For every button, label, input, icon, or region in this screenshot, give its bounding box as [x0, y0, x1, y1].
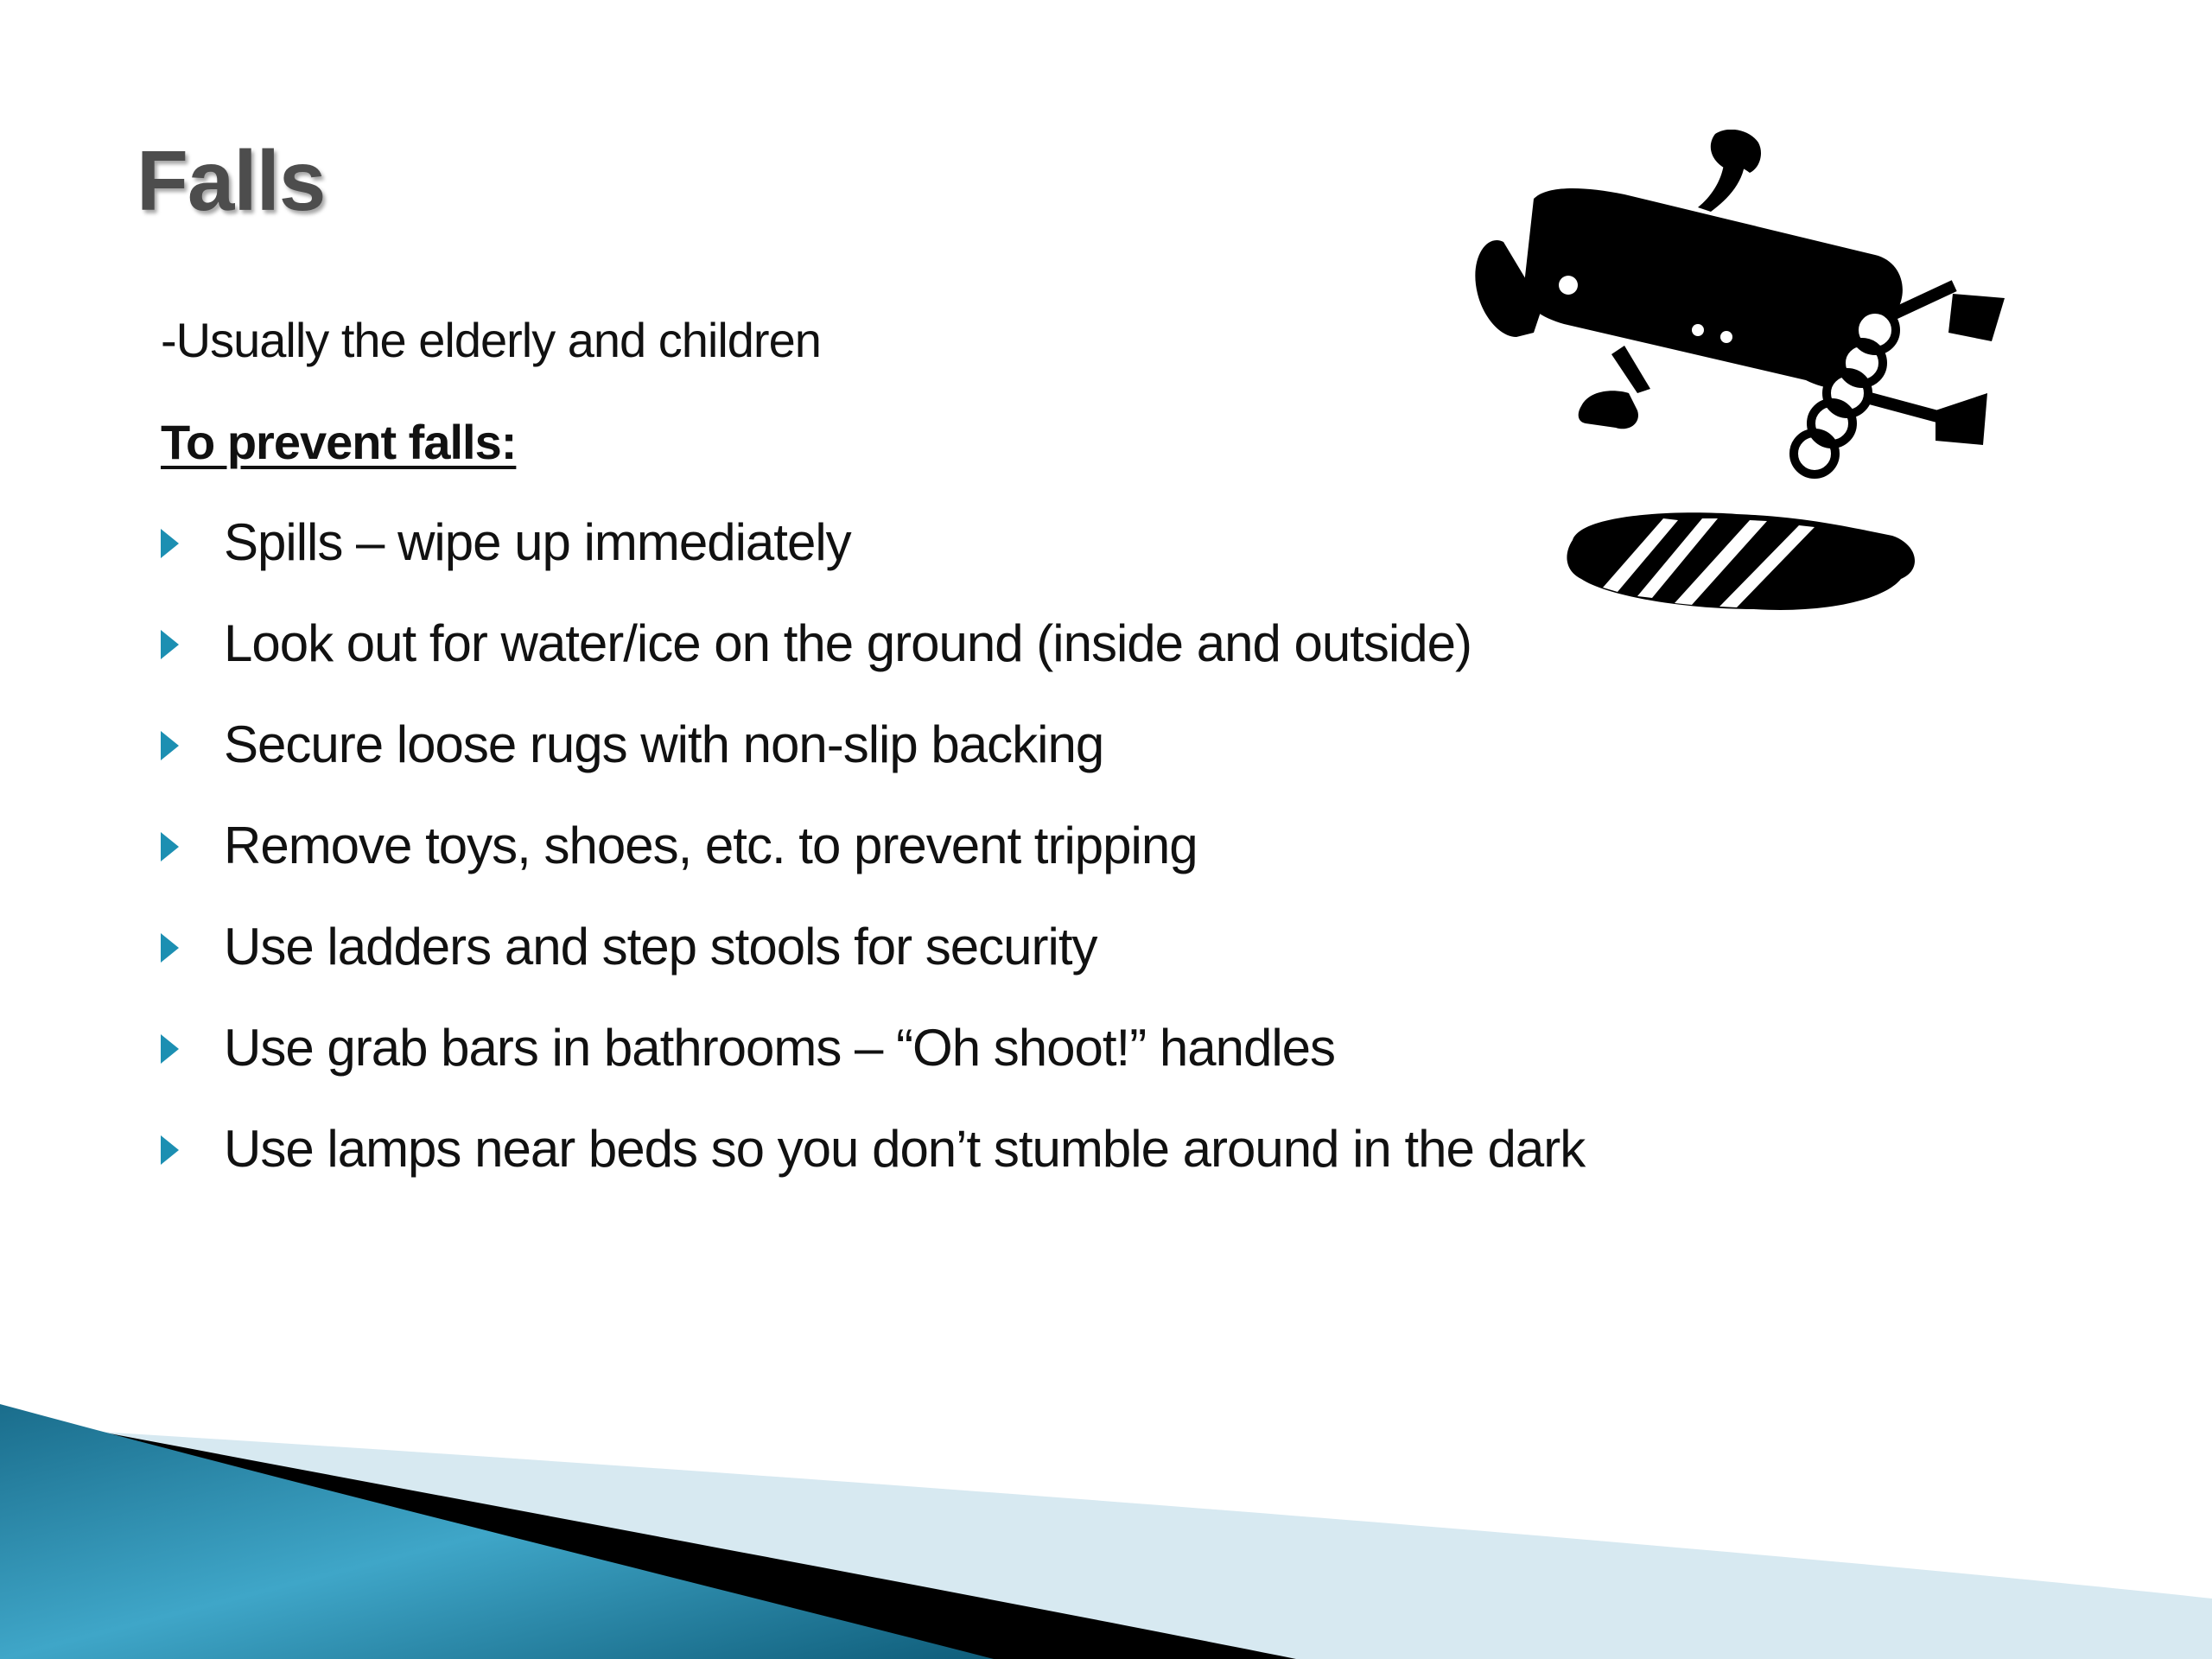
slide-title: Falls	[137, 133, 326, 228]
list-item	[161, 1120, 1586, 1224]
bullet-list	[161, 513, 1586, 1224]
list-item	[161, 614, 1585, 719]
triangle-bullet-icon	[161, 1034, 179, 1064]
footer-wave-decoration	[0, 1374, 2212, 1659]
bullet-text: Secure loose rugs with non-slip backing	[224, 715, 1104, 773]
bullet-text: Use grab bars in bathrooms – “Oh shoot!” handles	[224, 1019, 1336, 1077]
slipping-person-icon	[1452, 130, 2005, 648]
bullet-text: Use ladders and step stools for security	[224, 918, 1097, 976]
triangle-bullet-icon	[161, 933, 179, 963]
list-item	[161, 715, 1585, 820]
subheading: To prevent falls:	[161, 415, 517, 469]
bullet-text: Spills – wipe up immediately	[224, 513, 851, 571]
bullet-text: Remove toys, shoes, etc. to prevent tripping	[224, 817, 1198, 874]
bullet-text: Look out for water/ice on the ground (inside and outside)	[224, 614, 1471, 672]
triangle-bullet-icon	[161, 731, 179, 760]
triangle-bullet-icon	[161, 529, 179, 558]
list-item	[161, 918, 1585, 1022]
triangle-bullet-icon	[161, 1135, 179, 1165]
triangle-bullet-icon	[161, 832, 179, 861]
list-item	[161, 513, 1585, 618]
list-item	[161, 1019, 1585, 1123]
list-item	[161, 817, 1585, 921]
bullet-text: Use lamps near beds so you don’t stumble around in the dark	[224, 1120, 1586, 1178]
intro-text: -Usually the elderly and children	[161, 313, 821, 367]
triangle-bullet-icon	[161, 630, 179, 659]
